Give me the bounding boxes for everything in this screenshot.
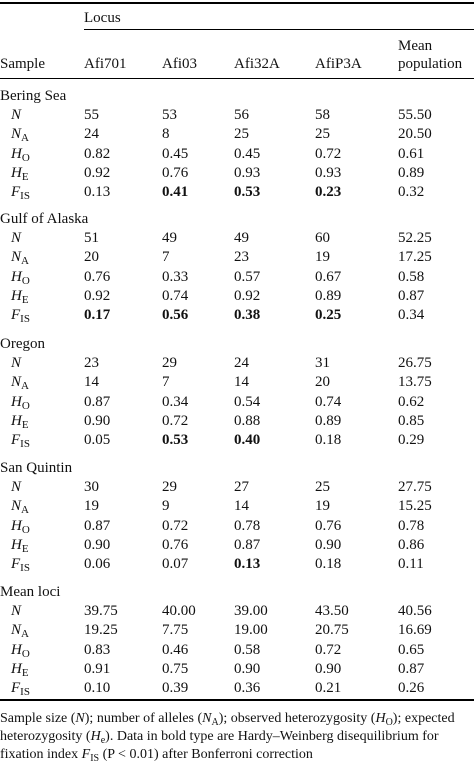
cell-afip3a: 0.25 [315,307,342,323]
cell-afi32a: 27 [234,479,249,496]
cell-afip3a: 0.90 [315,536,342,553]
cell-afi32a: 24 [234,355,249,372]
cell-mean-population: 0.62 [398,393,425,410]
cell-afip3a: 0.67 [315,268,342,285]
cell-afip3a: 58 [315,107,330,124]
cell-afi701: 0.10 [84,680,111,696]
cell-afi32a: 0.53 [234,184,261,200]
cell-afi701: 0.17 [84,307,111,323]
row-symbol: F [11,680,21,696]
cell-afi32a: 39.00 [234,603,268,620]
cell-afip3a: 20.75 [315,622,349,639]
row-label [11,660,29,679]
row-subscript: IS [20,313,30,325]
footnote-fragment: ). Data in bold type are Hardy–Weinberg disequilibrium for fixation index [0,729,439,762]
cell-afi03: 0.76 [162,536,189,553]
footnote-subscript: A [211,717,219,728]
row-label [11,602,21,620]
cell-afi03: 0.33 [162,268,189,285]
cell-afi32a: 0.13 [234,556,261,572]
cell-afi701: 0.91 [84,660,111,677]
row-subscript: E [21,170,29,183]
row-subscript: E [21,293,29,306]
cell-afi701: 0.87 [84,517,111,534]
cell-afi32a: 25 [234,126,249,143]
cell-afi701: 30 [84,479,99,496]
footnote-symbol: N [75,711,85,726]
top-rule [0,2,474,4]
cell-afi701: 24 [84,126,99,143]
cell-afi701: 0.06 [84,556,111,572]
footnote-fragment: ); observed heterozygosity ( [218,711,376,726]
row-subscript: A [21,255,29,268]
row-symbol: N [11,374,22,391]
row-label [11,373,29,392]
cell-afi32a: 0.40 [234,432,261,448]
cell-afi701: 0.87 [84,393,111,410]
cell-afi03: 0.76 [162,164,189,181]
row-subscript: O [21,523,30,536]
group-name: Bering Sea [0,88,67,104]
cell-mean-population: 0.87 [398,660,425,677]
row-label [11,431,30,450]
cell-afip3a: 25 [315,479,330,496]
cell-afip3a: 0.89 [315,412,342,429]
cell-afip3a: 0.21 [315,680,342,696]
sample-header: Sample [0,56,45,72]
cell-afip3a: 0.72 [315,641,342,658]
cell-afi701: 51 [84,230,99,247]
cell-afi32a: 0.93 [234,164,261,181]
cell-afip3a: 19 [315,249,330,266]
row-symbol: H [11,145,22,162]
cell-afip3a: 0.74 [315,393,342,410]
row-subscript: E [21,542,29,555]
cell-afi701: 0.83 [84,641,111,658]
footnote-symbol: N [202,711,212,726]
cell-afip3a: 20 [315,374,330,391]
bottom-rule [0,699,474,701]
cell-afip3a: 0.23 [315,184,342,200]
row-label [11,287,29,306]
row-symbol: F [11,556,21,572]
cell-afi701: 0.76 [84,268,111,285]
cell-afi03: 0.72 [162,517,189,534]
cell-afi03: 0.07 [162,556,189,572]
row-label [11,555,30,574]
cell-afi32a: 0.45 [234,145,261,162]
row-subscript: IS [20,190,30,202]
cell-afi701: 14 [84,374,99,391]
cell-afi32a: 14 [234,374,249,391]
cell-afi03: 7.75 [162,622,189,639]
cell-afi03: 0.34 [162,393,189,410]
cell-afip3a: 0.72 [315,145,342,162]
row-subscript: IS [20,438,30,450]
column-header-afi03: Afi03 [162,56,197,72]
group-name: Oregon [0,336,45,352]
cell-mean-population: 55.50 [398,107,432,124]
cell-afip3a: 43.50 [315,603,349,620]
cell-mean-population: 0.11 [398,556,424,572]
cell-afip3a: 0.18 [315,432,342,448]
cell-mean-population: 0.85 [398,412,425,429]
cell-afi701: 19.25 [84,622,118,639]
row-symbol: N [11,622,22,639]
row-symbol: H [11,412,22,429]
cell-afip3a: 60 [315,230,330,247]
cell-afi32a: 23 [234,249,249,266]
header-rule [0,78,474,79]
cell-afi03: 53 [162,107,177,124]
cell-afi701: 55 [84,107,99,124]
cell-afip3a: 0.18 [315,556,342,572]
row-subscript: A [21,132,29,145]
row-subscript: IS [20,686,30,698]
footnote-fragment: (P < 0.01) after Bonferroni correction [99,747,313,762]
cell-afi32a: 0.38 [234,307,261,323]
cell-mean-population: 52.25 [398,230,432,247]
cell-afi701: 19 [84,498,99,515]
column-header-afi701: Afi701 [84,56,127,72]
cell-afip3a: 31 [315,355,330,372]
cell-mean-population: 17.25 [398,249,432,266]
footnote-symbol: F [81,747,91,762]
cell-afip3a: 0.93 [315,164,342,181]
footnote-subscript: e [100,735,106,746]
cell-afi701: 0.90 [84,412,111,429]
cell-mean-population: 40.56 [398,603,432,620]
group-name: Gulf of Alaska [0,211,89,227]
cell-afi32a: 56 [234,107,249,124]
row-symbol: N [11,126,22,143]
cell-afi03: 0.74 [162,287,189,304]
cell-mean-population: 0.78 [398,517,425,534]
row-label [11,125,29,144]
cell-afi03: 0.41 [162,184,189,200]
row-subscript: E [21,666,29,679]
cell-afip3a: 0.89 [315,287,342,304]
cell-mean-population: 0.58 [398,268,425,285]
row-label [11,517,30,536]
cell-afi32a: 0.87 [234,536,261,553]
cell-mean-population: 0.61 [398,145,425,162]
row-subscript: A [21,628,29,641]
footnote-rendered [0,711,455,762]
row-symbol: F [11,184,21,200]
cell-afi03: 29 [162,355,177,372]
footnote-fragment: ); expected heterozygosity ( [0,711,455,744]
footnote-subscript: IS [90,753,100,764]
footnote-subscript: O [385,717,393,728]
cell-mean-population: 27.75 [398,479,432,496]
row-subscript: O [21,274,30,287]
row-symbol: H [11,268,22,285]
cell-afi03: 7 [162,249,170,266]
cell-mean-population: 26.75 [398,355,432,372]
row-symbol: F [11,432,21,448]
cell-afi701: 0.82 [84,145,111,162]
cell-afi03: 0.46 [162,641,189,658]
cell-mean-population: 0.26 [398,680,425,696]
cell-afip3a: 25 [315,126,330,143]
row-subscript: A [21,504,29,517]
cell-afi32a: 49 [234,230,249,247]
cell-afi32a: 0.36 [234,680,261,696]
cell-afi03: 0.45 [162,145,189,162]
row-symbol: N [11,479,22,496]
cell-afi701: 0.92 [84,287,111,304]
cell-afi32a: 0.58 [234,641,261,658]
row-symbol: H [11,287,22,304]
cell-mean-population: 0.87 [398,287,425,304]
row-symbol: H [11,164,22,181]
cell-afi03: 0.53 [162,432,189,448]
footnote-fragment: Sample size ( [0,711,76,726]
row-symbol: N [11,230,22,247]
column-header-afip3a: AfiP3A [315,56,362,72]
locus-header: Locus [84,10,121,26]
cell-afi701: 23 [84,355,99,372]
row-subscript: O [21,647,30,660]
cell-afip3a: 0.90 [315,660,342,677]
cell-mean-population: 0.29 [398,432,425,448]
row-label [11,183,30,202]
row-label [11,106,21,124]
row-symbol: N [11,498,22,515]
row-symbol: H [11,517,22,534]
row-subscript: IS [20,562,30,574]
row-label [11,164,29,183]
cell-afi701: 39.75 [84,603,118,620]
cell-afi03: 9 [162,498,170,515]
row-symbol: H [11,393,22,410]
row-symbol: N [11,355,22,372]
footnote-symbol: H [90,729,101,744]
row-symbol: H [11,660,22,677]
cell-mean-population: 15.25 [398,498,432,515]
cell-mean-population: 0.34 [398,307,425,323]
cell-afi32a: 0.54 [234,393,261,410]
row-symbol: H [11,536,22,553]
mean-header-line1: Mean [398,38,433,54]
cell-afi32a: 0.90 [234,660,261,677]
cell-afip3a: 19 [315,498,330,515]
cell-mean-population: 0.86 [398,536,425,553]
mean-header-line2: population [398,56,463,72]
cell-afi701: 0.90 [84,536,111,553]
cell-afi32a: 19.00 [234,622,268,639]
cell-mean-population: 13.75 [398,374,432,391]
cell-mean-population: 20.50 [398,126,432,143]
cell-afi701: 20 [84,249,99,266]
row-label [11,354,21,372]
row-label [11,229,21,247]
row-label [11,412,29,431]
row-symbol: N [11,249,22,266]
row-label [11,497,29,516]
row-label [11,248,29,267]
cell-afi03: 40.00 [162,603,196,620]
row-label [11,393,30,412]
cell-afi03: 49 [162,230,177,247]
footnote-fragment: ); number of alleles ( [84,711,203,726]
row-label [11,679,30,698]
cell-afi32a: 0.78 [234,517,261,534]
row-label [11,145,30,164]
row-label [11,641,30,660]
group-name: Mean loci [0,584,61,600]
row-symbol: N [11,107,22,124]
footnote-symbol: H [375,711,386,726]
cell-afi32a: 14 [234,498,249,515]
group-name: San Quintin [0,460,73,476]
row-label [11,306,30,325]
cell-afi03: 0.75 [162,660,189,677]
cell-mean-population: 16.69 [398,622,432,639]
row-symbol: F [11,307,21,323]
row-label [11,621,29,640]
table-footnote [0,710,474,764]
cell-afi701: 0.92 [84,164,111,181]
row-label [11,536,29,555]
cell-afi03: 8 [162,126,170,143]
cell-afi03: 0.56 [162,307,189,323]
row-symbol: H [11,641,22,658]
cell-afi03: 0.39 [162,680,189,696]
row-subscript: O [21,151,30,164]
cell-afi32a: 0.57 [234,268,261,285]
cell-afi03: 7 [162,374,170,391]
row-label [11,268,30,287]
cell-mean-population: 0.89 [398,164,425,181]
cell-mean-population: 0.32 [398,184,425,200]
row-subscript: A [21,380,29,393]
column-header-afi32a: Afi32A [234,56,280,72]
locus-rule [84,29,474,30]
cell-mean-population: 0.65 [398,641,425,658]
row-label [11,478,21,496]
cell-afip3a: 0.76 [315,517,342,534]
row-symbol: N [11,603,22,620]
cell-afi32a: 0.92 [234,287,261,304]
cell-afi03: 29 [162,479,177,496]
cell-afi32a: 0.88 [234,412,261,429]
cell-afi701: 0.13 [84,184,111,200]
cell-afi701: 0.05 [84,432,111,448]
cell-afi03: 0.72 [162,412,189,429]
row-subscript: E [21,418,29,431]
row-subscript: O [21,399,30,412]
